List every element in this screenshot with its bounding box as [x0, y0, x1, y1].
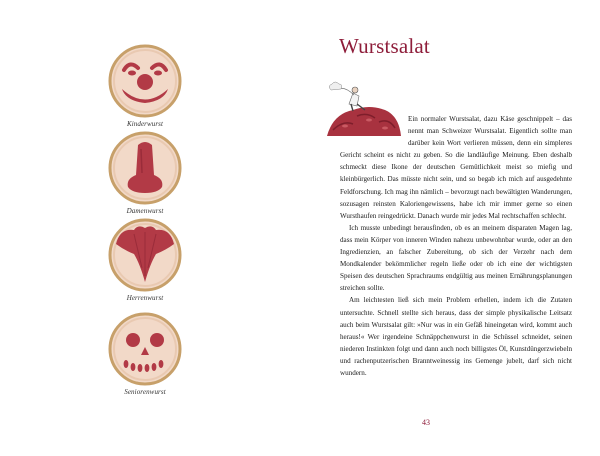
skull-face-sausage-icon [108, 312, 182, 386]
sausage-herren [104, 218, 186, 302]
caption-herrenwurst: Herrenwurst [126, 294, 164, 302]
paragraph-1: Ein normaler Wurstsalat, dazu Käse geschnippelt – das nennt man Schweizer Wurstsalat. Eigentlich sollte man darüber kein Wort verlieren müssen, denn ein simpleres Gericht scheint es nicht zu geben. So die landläufige Meinung. Eben deshalb schmeckt diese Ikone der deutschen Gemütlichkeit meist so miefig und kleinbürgerlich. Das müsste nicht sein, und so begab ich mich auf ausgedehnte Feldforschung. Ich mag ihn nämlich – bevorzugt nach bewältigten Wanderungen, sozusagen reinsten Kaloriengewissens, habe ich mir immer gerne so einen Wursthaufen reingedrückt. Danach wurde mir jedes Mal rechtschaffen schlecht. [340, 115, 572, 220]
sausage-senioren [104, 312, 186, 396]
sausage-kinder [104, 44, 186, 128]
paragraph-3: Am leichtesten ließ sich mein Problem erhellen, indem ich die Zutaten untersuchte. Schnell stellte sich heraus, dass der simple physikalische Leitsatz auch beim Wurstsalat gilt: »Nur was in ein Gefäß hineingetan wird, kommt auch heraus!« Wer irgendeine Schnäppchenwurst in die Schüssel schneidet, seinen niederen Instinkten folgt und dann auch noch billigstes Öl, Kunstdüngerzwiebeln und rachenputzerischen Branntweinessig ins Gemenge jubelt, darf sich nicht wundern. [340, 296, 572, 377]
page-number: 43 [422, 418, 430, 427]
fan-shape-sausage-icon [108, 218, 182, 292]
sausage-damen [104, 131, 186, 215]
nose-sausage-icon [108, 131, 182, 205]
caption-kinderwurst: Kinderwurst [126, 120, 164, 128]
paragraph-2: Ich musste unbedingt herausfinden, ob es an meinem disparaten Magen lag, dass mein Körper von inneren Winden nahezu unbewohnbar wurde, oder an den Ingredienzien, an falscher Zubereitung, ob sich der Verzehr nach dem Mondkalender bekömmlicher regeln ließe oder ob ich eine der wichtigsten Speisen des deutschen Sprachraums endgültig aus meinen Ernährungsplanungen streichen sollte. [340, 223, 572, 293]
clown-face-sausage-icon [108, 44, 182, 118]
article-body [340, 113, 572, 379]
caption-damenwurst: Damenwurst [126, 207, 164, 215]
caption-seniorenwurst: Seniorenwurst [124, 388, 166, 396]
page-title: Wurstsalat [339, 34, 430, 58]
